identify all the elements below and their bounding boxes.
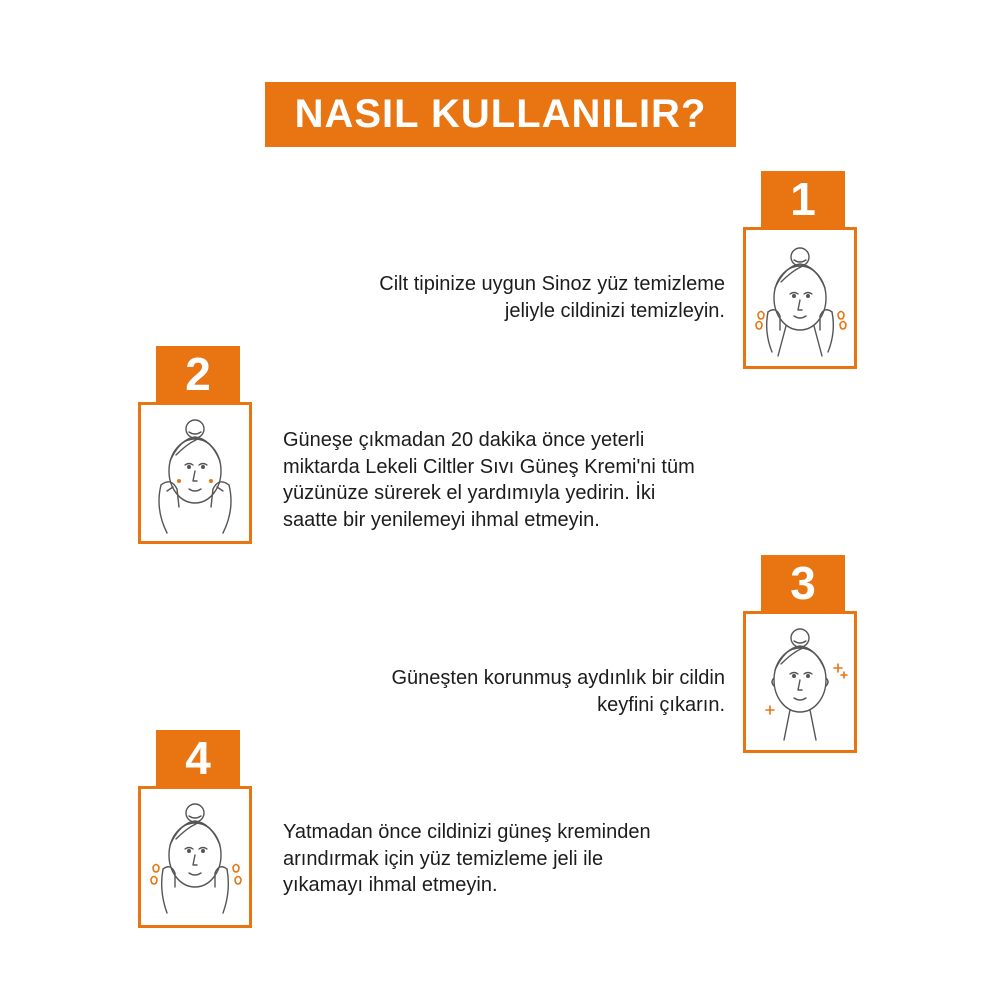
step-2-line-4: saatte bir yenilemeyi ihmal etmeyin.: [283, 508, 600, 531]
step-3-line-2: keyfini çıkarın.: [597, 693, 725, 716]
face-washing-icon: [746, 230, 854, 366]
face-cream-hands-icon: [141, 405, 249, 541]
step-3-line-1: Güneşten korunmuş aydınlık bir cildin: [391, 667, 725, 689]
step-2-description: [283, 427, 803, 533]
step-4-line-3: yıkamayı ihmal etmeyin.: [283, 874, 498, 896]
page-title: NASIL KULLANILIR?: [265, 82, 736, 147]
step-2-line-1: Güneşe çıkmadan 20 dakika önce yeterli: [283, 429, 645, 451]
step-2-number: 2: [156, 346, 240, 402]
face-washing-icon: [141, 789, 249, 925]
step-2-line-2: miktarda Lekeli Ciltler Sıvı Güneş Kremi'ni tüm: [283, 455, 695, 478]
step-4-line-1: Yatmadan önce cildinizi güneş kreminden: [283, 821, 651, 843]
glowing-face-icon: [746, 614, 854, 750]
step-1-description: [300, 271, 725, 324]
step-1-line-1: Cilt tipinize uygun Sinoz yüz temizleme: [379, 273, 725, 295]
step-3-illustration-frame: [743, 611, 857, 753]
step-3-description: [300, 665, 725, 718]
step-1-illustration-frame: [743, 227, 857, 369]
step-4-line-2: arındırmak için yüz temizleme jeli ile: [283, 847, 604, 870]
step-1-line-2: jeliyle cildinizi temizleyin.: [504, 299, 725, 322]
step-3-number: 3: [761, 555, 845, 611]
step-1-number: 1: [761, 171, 845, 227]
step-4-number: 4: [156, 730, 240, 786]
step-2-line-3: yüzünüze sürerek el yardımıyla yedirin. İki: [283, 482, 656, 504]
step-2-illustration-frame: [138, 402, 252, 544]
step-4-illustration-frame: [138, 786, 252, 928]
step-4-description: [283, 819, 803, 899]
